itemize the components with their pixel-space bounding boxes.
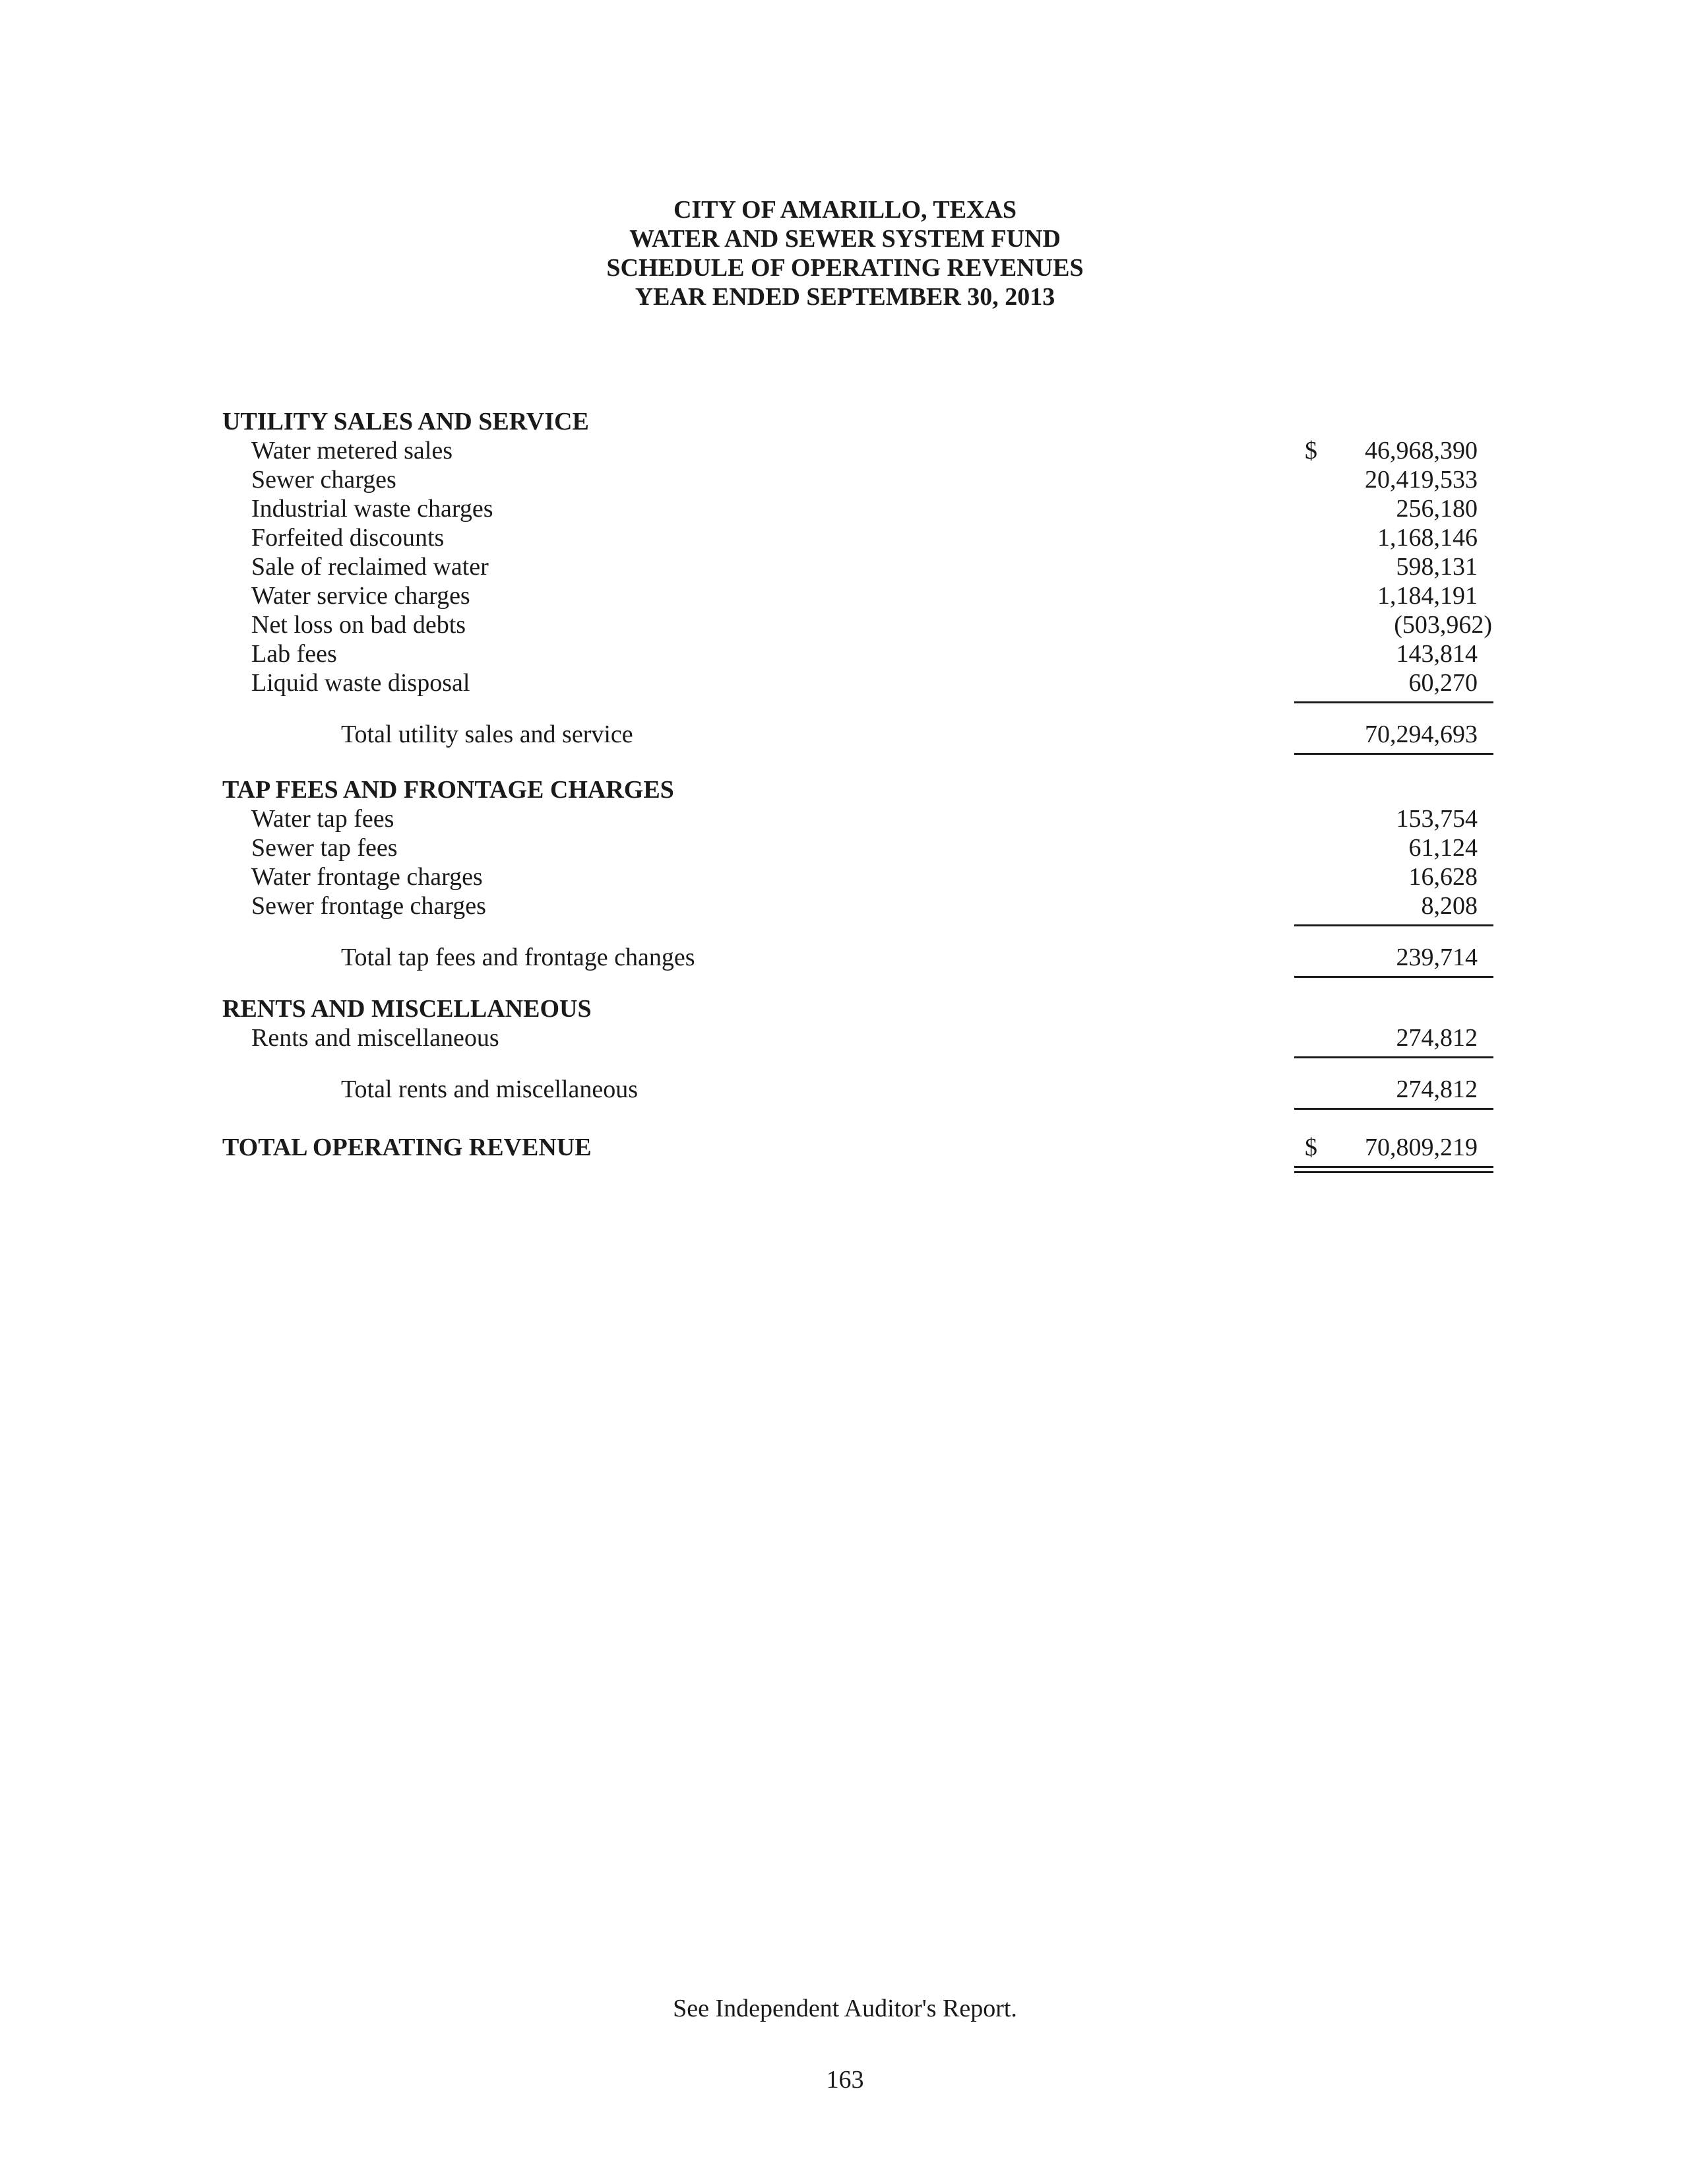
- line-item-label: Sewer tap fees: [251, 834, 398, 862]
- line-item: [0, 833, 1690, 862]
- header-period: YEAR ENDED SEPTEMBER 30, 2013: [635, 283, 1055, 311]
- line-item: [0, 639, 1690, 668]
- line-item: [0, 436, 1690, 465]
- line-item-label: Forfeited discounts: [251, 524, 445, 552]
- line-item-label: Liquid waste disposal: [251, 669, 470, 697]
- section-total-amount: 274,812: [1396, 1076, 1478, 1103]
- header-schedule: SCHEDULE OF OPERATING REVENUES: [606, 254, 1084, 282]
- section-title: RENTS AND MISCELLANEOUS: [222, 995, 592, 1023]
- double-rule-bottom: [1294, 1171, 1493, 1173]
- subtotal-rule: [1294, 701, 1493, 703]
- total-rule: [1294, 976, 1493, 978]
- page-number: 163: [826, 2066, 864, 2094]
- section-title: UTILITY SALES AND SERVICE: [222, 408, 589, 435]
- line-item: [0, 891, 1690, 920]
- section-total-row: [0, 720, 1690, 749]
- section-total-label: Total rents and miscellaneous: [341, 1076, 639, 1103]
- line-item-amount: 143,814: [1396, 640, 1478, 668]
- section-total-amount: 239,714: [1396, 944, 1478, 971]
- line-item-amount: 46,968,390: [1365, 437, 1478, 465]
- total-rule: [1294, 753, 1493, 755]
- section-utility-heading: [0, 407, 1690, 436]
- line-item: [0, 1023, 1690, 1052]
- line-item: [0, 552, 1690, 581]
- auditor-note: See Independent Auditor's Report.: [673, 1995, 1017, 2022]
- double-rule-top: [1294, 1166, 1493, 1168]
- line-item: [0, 494, 1690, 523]
- line-item-amount: 1,168,146: [1377, 524, 1478, 552]
- line-item-amount: 598,131: [1396, 553, 1478, 581]
- report-header: [0, 195, 1690, 311]
- currency-symbol: $: [1305, 1134, 1317, 1161]
- line-item-label: Sale of reclaimed water: [251, 553, 489, 581]
- line-item-amount: (503,962): [1394, 611, 1492, 639]
- line-item: [0, 581, 1690, 610]
- section-title: TAP FEES AND FRONTAGE CHARGES: [222, 776, 674, 804]
- line-item: [0, 610, 1690, 639]
- header-fund: WATER AND SEWER SYSTEM FUND: [629, 225, 1061, 253]
- header-entity: CITY OF AMARILLO, TEXAS: [673, 196, 1017, 224]
- line-item-label: Sewer frontage charges: [251, 892, 486, 920]
- grand-total-amount: 70,809,219: [1365, 1134, 1478, 1161]
- total-rule: [1294, 1108, 1493, 1110]
- line-item: [0, 668, 1690, 697]
- line-item: [0, 862, 1690, 891]
- line-item: [0, 465, 1690, 494]
- line-item-amount: 8,208: [1421, 892, 1478, 920]
- line-item: [0, 804, 1690, 833]
- line-item-label: Sewer charges: [251, 466, 396, 494]
- line-item-label: Water tap fees: [251, 805, 394, 833]
- grand-total-row: [0, 1133, 1690, 1162]
- grand-total-label: TOTAL OPERATING REVENUE: [222, 1134, 592, 1161]
- subtotal-rule: [1294, 1056, 1493, 1058]
- line-item-label: Water frontage charges: [251, 863, 483, 891]
- subtotal-rule: [1294, 924, 1493, 926]
- line-item-label: Water service charges: [251, 582, 470, 610]
- line-item-label: Rents and miscellaneous: [251, 1024, 499, 1052]
- section-rents-heading: [0, 994, 1690, 1023]
- currency-symbol: $: [1305, 437, 1317, 465]
- line-item: [0, 523, 1690, 552]
- line-item-amount: 1,184,191: [1377, 582, 1478, 610]
- section-tap-heading: [0, 775, 1690, 804]
- line-item-label: Water metered sales: [251, 437, 453, 465]
- section-total-label: Total tap fees and frontage changes: [341, 944, 695, 971]
- section-total-label: Total utility sales and service: [341, 721, 633, 748]
- line-item-amount: 16,628: [1408, 863, 1478, 891]
- section-total-amount: 70,294,693: [1365, 721, 1478, 748]
- line-item-label: Lab fees: [251, 640, 337, 668]
- section-total-row: [0, 1075, 1690, 1104]
- line-item-amount: 61,124: [1408, 834, 1478, 862]
- line-item-amount: 153,754: [1396, 805, 1478, 833]
- line-item-amount: 20,419,533: [1365, 466, 1478, 494]
- line-item-amount: 256,180: [1396, 495, 1478, 523]
- line-item-amount: 274,812: [1396, 1024, 1478, 1052]
- line-item-label: Net loss on bad debts: [251, 611, 466, 639]
- line-item-amount: 60,270: [1408, 669, 1478, 697]
- line-item-label: Industrial waste charges: [251, 495, 493, 523]
- section-total-row: [0, 943, 1690, 972]
